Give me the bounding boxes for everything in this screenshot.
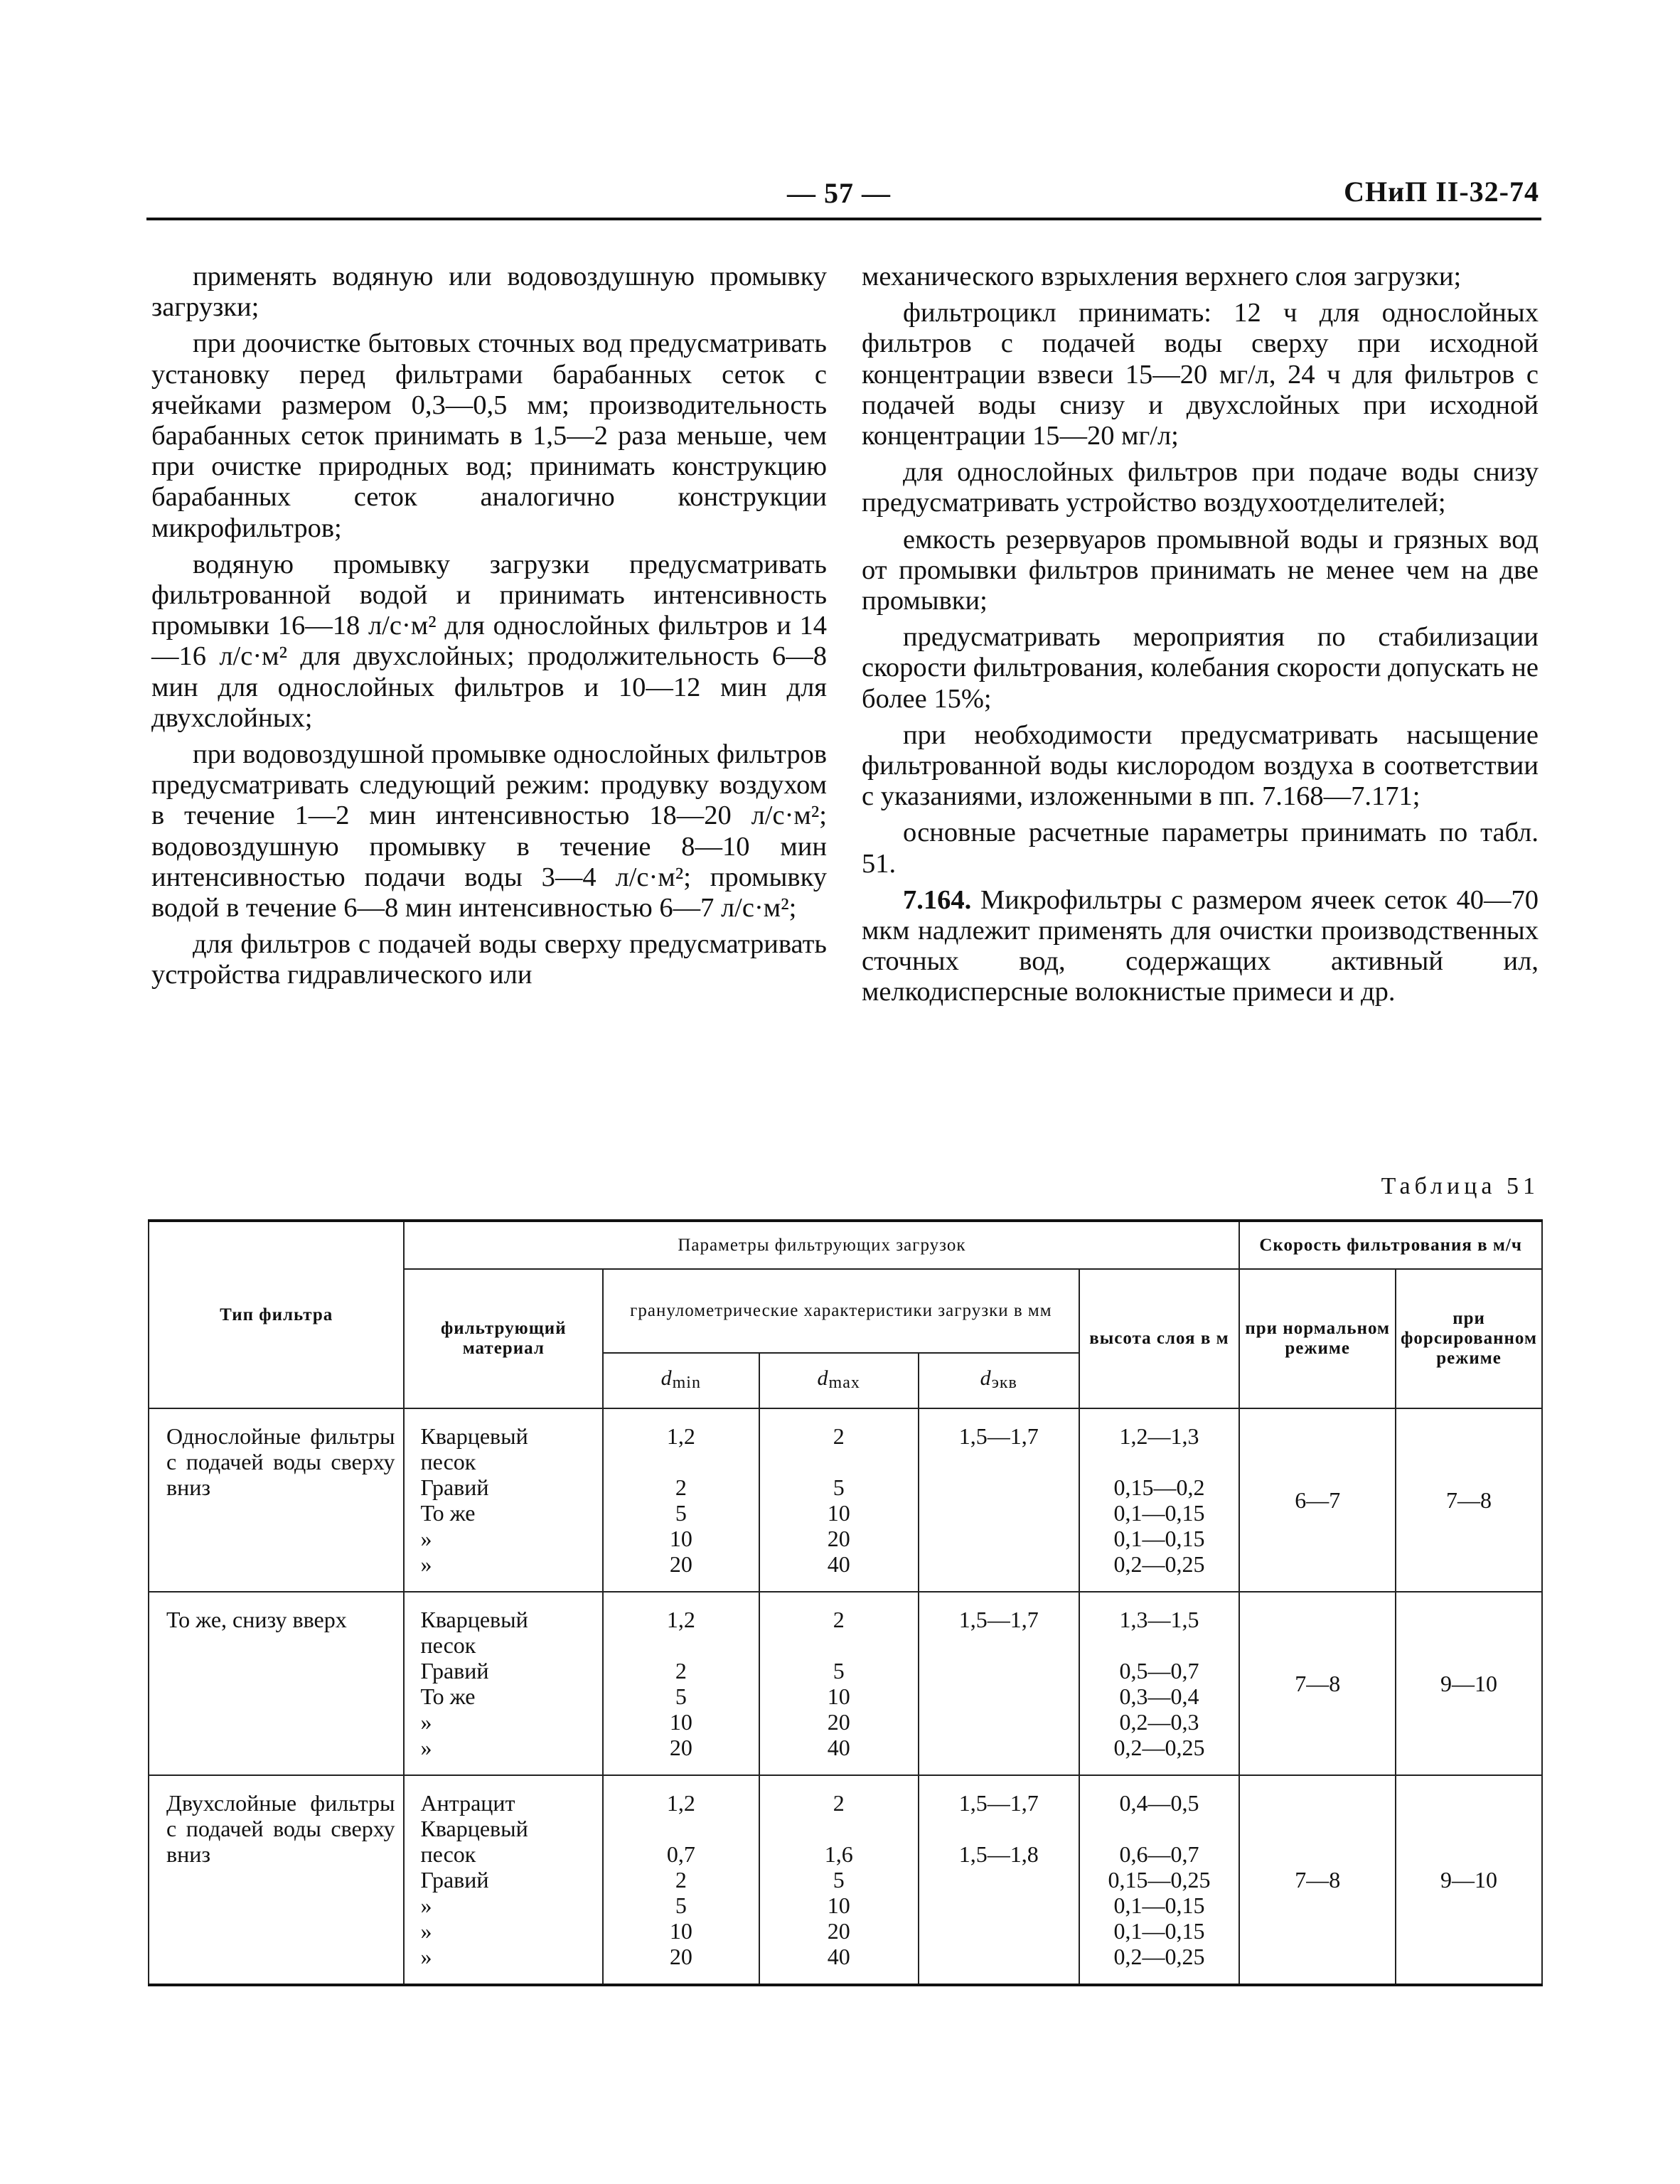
table-row (149, 1408, 1542, 1592)
cell-line: 10 (669, 1709, 692, 1735)
cell-d-max (759, 1408, 919, 1592)
cell-line: 0,1—0,15 (1113, 1918, 1205, 1944)
cell-line: 2 (833, 1607, 845, 1632)
header-rule (146, 218, 1541, 220)
header-d-min: dmin (603, 1353, 759, 1408)
cell-d-eq (919, 1775, 1079, 1985)
cell-d-min (603, 1408, 759, 1592)
cell-line: 2 (675, 1658, 687, 1684)
cell-line (1088, 1632, 1231, 1658)
cell-forced-speed: 7—8 (1396, 1408, 1542, 1592)
cell-line: 5 (675, 1500, 687, 1526)
cell-filter-type: То же, снизу вверх (149, 1592, 404, 1775)
cell-line: То же (420, 1684, 476, 1709)
cell-line: 0,1—0,15 (1113, 1526, 1205, 1551)
table-51 (148, 1219, 1543, 1986)
cell-line: 20 (827, 1709, 850, 1735)
cell-line: 20 (827, 1918, 850, 1944)
cell-line: Кварцевый (420, 1607, 528, 1632)
cell-forced-speed: 9—10 (1396, 1775, 1542, 1985)
cell-line (928, 1893, 1070, 1918)
cell-line: 20 (827, 1526, 850, 1551)
clause-number: 7.164. (903, 884, 972, 915)
cell-line: 40 (827, 1551, 850, 1577)
cell-line: 20 (669, 1551, 692, 1577)
paragraph: водяную промывку загрузки предусматривать фильтрованной водой и принимать интенсивность промывки 16—18 л/с·м² для однослойных фильтров и 14—16 л/с·м² для двухслойных; продолжительность 6—8 мин для однослойных фильтров и 10—12 мин для двухслойных; (151, 549, 827, 733)
cell-line (769, 1449, 909, 1474)
clause-paragraph (862, 885, 1539, 1008)
cell-line: 1,2 (666, 1790, 695, 1816)
paragraph: емкость резервуаров промывной воды и грязных вод от промывки фильтров принимать не менее чем на две промывки; (862, 524, 1539, 616)
cell-line: 20 (669, 1735, 692, 1760)
header-filter-type: Тип фильтра (149, 1221, 404, 1408)
cell-line: 1,5—1,7 (958, 1790, 1039, 1816)
header-normal-mode: при нормальном режиме (1239, 1269, 1396, 1408)
cell-line: 5 (675, 1684, 687, 1709)
cell-line (928, 1944, 1070, 1969)
cell-d-max (759, 1775, 919, 1985)
cell-d-eq (919, 1592, 1079, 1775)
cell-line: 10 (669, 1526, 692, 1551)
cell-height (1079, 1408, 1240, 1592)
cell-line: 0,7 (666, 1841, 695, 1867)
cell-line (928, 1526, 1070, 1551)
cell-line: 0,2—0,25 (1113, 1944, 1205, 1969)
header-d-eq: dэкв (919, 1353, 1079, 1408)
cell-line: 2 (675, 1474, 687, 1500)
header-params: Параметры фильтрующих загрузок (404, 1221, 1239, 1269)
cell-line: 40 (827, 1944, 850, 1969)
page-number: — 57 — (787, 177, 891, 209)
cell-material (404, 1592, 603, 1775)
cell-line: 0,15—0,2 (1113, 1474, 1205, 1500)
paragraph: предусматривать мероприятия по стабилизации скорости фильтрования, колебания скорости допускать не более 15%; (862, 622, 1539, 714)
cell-line (769, 1816, 909, 1841)
clause-text: Микрофильтры с размером ячеек сеток 40—70 мкм надлежит применять для очистки производственных сточных вод, содержащих активный ил, мелкодисперсные волокнистые примеси и др. (862, 884, 1539, 1007)
paragraph: применять водяную или водовоздушную промывку загрузки; (151, 262, 827, 323)
table-row (149, 1592, 1542, 1775)
header-speed: Скорость фильтрования в м/ч (1239, 1221, 1542, 1269)
cell-line (928, 1816, 1070, 1841)
document-code: СНиП II-32-74 (1344, 176, 1539, 208)
cell-line (1088, 1449, 1231, 1474)
cell-line: 1,5—1,7 (958, 1423, 1039, 1449)
cell-line: » (420, 1709, 432, 1735)
cell-line: 1,5—1,8 (958, 1841, 1039, 1867)
cell-line: 10 (669, 1918, 692, 1944)
header-forced-mode: при форсированном режиме (1396, 1269, 1542, 1408)
cell-d-min (603, 1775, 759, 1985)
cell-line: 1,3—1,5 (1119, 1607, 1199, 1632)
cell-line: песок (420, 1632, 476, 1658)
cell-line: 5 (833, 1867, 845, 1893)
cell-line: 0,1—0,15 (1113, 1500, 1205, 1526)
cell-line (928, 1632, 1070, 1658)
paragraph: при водовоздушной промывке однослойных фильтров предусматривать следующий режим: продувку воздухом в течение 1—2 мин интенсивностью 18—20 л/с·м²; водовоздушную промывку в течение 8—10 мин интенсивностью подачи воды 3—4 л/с·м²; промывку водой в течение 6—8 мин интенсивностью 6—7 л/с·м²; (151, 739, 827, 924)
cell-line: 40 (827, 1735, 850, 1760)
cell-d-eq (919, 1408, 1079, 1592)
table-caption: Таблица 51 (1381, 1173, 1539, 1199)
paragraph: для однослойных фильтров при подаче воды снизу предусматривать устройство воздухоотделителей; (862, 457, 1539, 518)
cell-line: 1,5—1,7 (958, 1607, 1039, 1632)
cell-line (769, 1632, 909, 1658)
cell-line: 5 (675, 1893, 687, 1918)
cell-line (928, 1735, 1070, 1760)
cell-line (928, 1684, 1070, 1709)
cell-line: 0,2—0,25 (1113, 1551, 1205, 1577)
cell-normal-speed: 6—7 (1239, 1408, 1396, 1592)
cell-line (928, 1709, 1070, 1735)
cell-line: Кварцевый (420, 1423, 528, 1449)
cell-line (928, 1918, 1070, 1944)
cell-line: 0,1—0,15 (1113, 1893, 1205, 1918)
cell-line: Кварцевый (420, 1816, 528, 1841)
cell-line: » (420, 1551, 432, 1577)
table-row (149, 1775, 1542, 1985)
cell-line: Гравий (420, 1474, 489, 1500)
cell-line: 10 (827, 1684, 850, 1709)
cell-d-max (759, 1592, 919, 1775)
paragraph: для фильтров с подачей воды сверху предусматривать устройства гидравлического или (151, 929, 827, 990)
cell-line: » (420, 1944, 432, 1969)
cell-line (928, 1658, 1070, 1684)
cell-line: » (420, 1918, 432, 1944)
cell-line: » (420, 1893, 432, 1918)
cell-filter-type: Однослойные фильтры с подачей воды сверху вниз (149, 1408, 404, 1592)
cell-height (1079, 1775, 1240, 1985)
cell-line: 1,6 (824, 1841, 853, 1867)
cell-line: 2 (833, 1790, 845, 1816)
cell-line: 1,2 (666, 1423, 695, 1449)
cell-line: 10 (827, 1500, 850, 1526)
cell-line: 20 (669, 1944, 692, 1969)
header-d-max: dmax (759, 1353, 919, 1408)
header-granulometric: гранулометрические характеристики загрузки в мм (603, 1269, 1079, 1353)
cell-filter-type: Двухслойные фильтры с подачей воды сверху вниз (149, 1775, 404, 1985)
cell-line: 2 (675, 1867, 687, 1893)
cell-line: 1,2 (666, 1607, 695, 1632)
cell-line: 0,6—0,7 (1119, 1841, 1199, 1867)
cell-line: песок (420, 1449, 476, 1474)
cell-line (928, 1449, 1070, 1474)
right-column (862, 262, 1539, 1014)
paragraph: при доочистке бытовых сточных вод предусматривать установку перед фильтрами барабанных сеток с ячейками размером 0,3—0,5 мм; производительность барабанных сеток принимать в 1,5—2 раза меньше, чем при очистке природных вод; принимать конструкцию барабанных сеток аналогично конструкции микрофильтров; (151, 328, 827, 543)
cell-material (404, 1408, 603, 1592)
cell-normal-speed: 7—8 (1239, 1592, 1396, 1775)
cell-line (612, 1816, 749, 1841)
cell-height (1079, 1592, 1240, 1775)
cell-line: 10 (827, 1893, 850, 1918)
cell-line: Гравий (420, 1658, 489, 1684)
cell-line (928, 1867, 1070, 1893)
cell-line: 5 (833, 1658, 845, 1684)
header-material: фильтрующий материал (404, 1269, 603, 1408)
cell-material (404, 1775, 603, 1985)
paragraph: основные расчетные параметры принимать по табл. 51. (862, 818, 1539, 879)
cell-line (1088, 1816, 1231, 1841)
cell-line (612, 1449, 749, 1474)
cell-forced-speed: 9—10 (1396, 1592, 1542, 1775)
paragraph: фильтроцикл принимать: 12 ч для однослойных фильтров с подачей воды сверху при исходной концентрации взвеси 15—20 мг/л, 24 ч для фильтров с подачей воды снизу и двухслойных при исходной концентрации 15—20 мг/л; (862, 298, 1539, 451)
cell-line: 0,4—0,5 (1119, 1790, 1199, 1816)
cell-line: » (420, 1526, 432, 1551)
paragraph: при необходимости предусматривать насыщение фильтрованной воды кислородом воздуха в соответствии с указаниями, изложенными в пп. 7.168—7.171; (862, 719, 1539, 812)
cell-line: Гравий (420, 1867, 489, 1893)
cell-line: Антрацит (420, 1790, 515, 1816)
cell-line: 5 (833, 1474, 845, 1500)
paragraph-continuation: механического взрыхления верхнего слоя загрузки; (862, 262, 1462, 291)
cell-line: 0,2—0,3 (1119, 1709, 1199, 1735)
cell-line (928, 1551, 1070, 1577)
cell-line: 0,2—0,25 (1113, 1735, 1205, 1760)
cell-line: 2 (833, 1423, 845, 1449)
left-column (151, 262, 827, 997)
cell-line (928, 1474, 1070, 1500)
cell-line: 0,3—0,4 (1119, 1684, 1199, 1709)
cell-line: То же (420, 1500, 476, 1526)
cell-line: песок (420, 1841, 476, 1867)
cell-line: 1,2—1,3 (1119, 1423, 1199, 1449)
cell-line: 0,5—0,7 (1119, 1658, 1199, 1684)
cell-line: » (420, 1735, 432, 1760)
header-height: высота слоя в м (1079, 1269, 1240, 1408)
cell-normal-speed: 7—8 (1239, 1775, 1396, 1985)
cell-line: 0,15—0,25 (1108, 1867, 1211, 1893)
cell-d-min (603, 1592, 759, 1775)
cell-line (928, 1500, 1070, 1526)
cell-line (612, 1632, 749, 1658)
